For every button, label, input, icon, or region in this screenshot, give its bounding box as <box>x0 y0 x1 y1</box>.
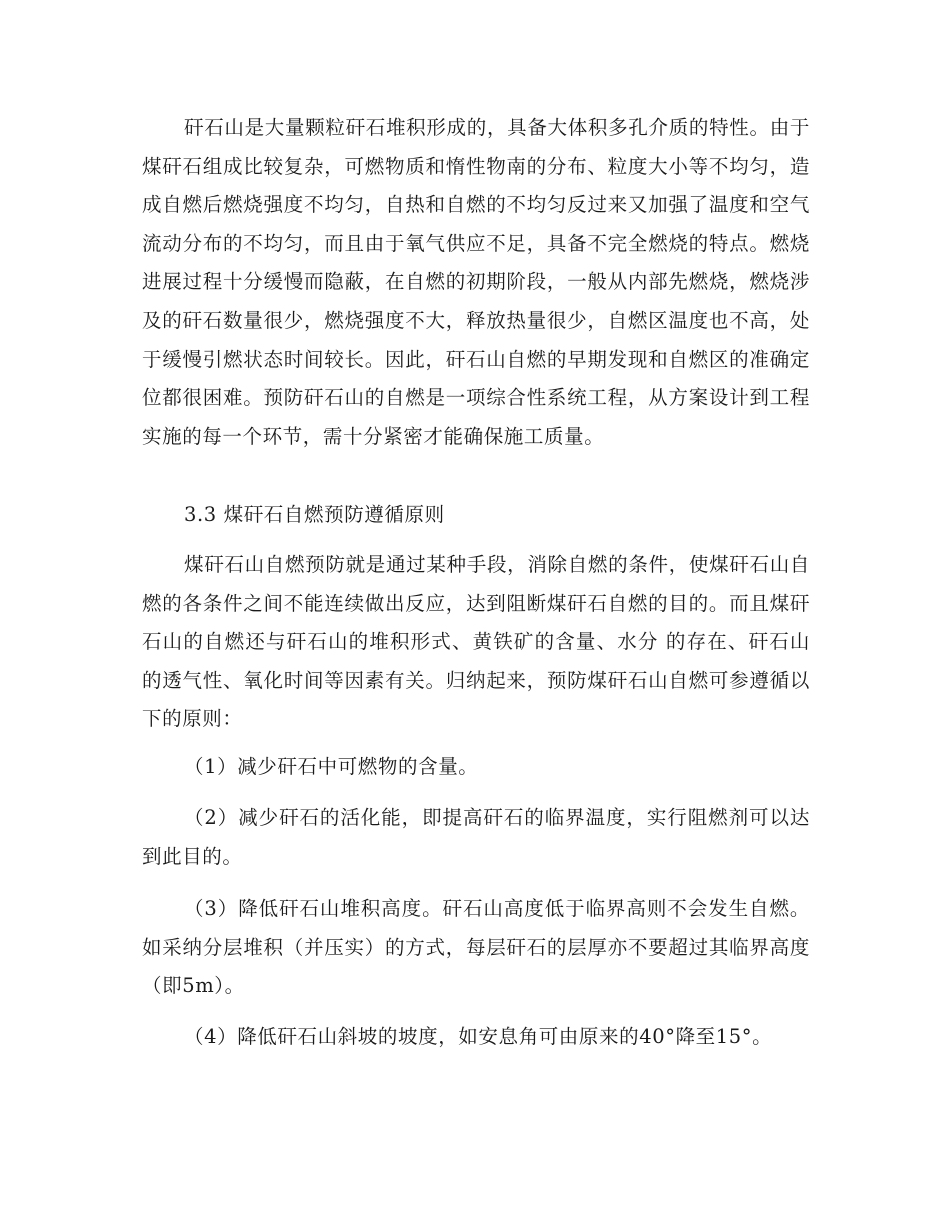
body-paragraph-gangue-properties: 矸石山是大量颗粒矸石堆积形成的，具备大体积多孔介质的特性。由于煤矸石组成比较复杂，可燃物质和惰性物南的分布、粒度大小等不均匀，造成自燃后燃烧强度不均匀，自热和自燃的不均匀反过来又加强了温度和空气流动分布的不均匀，而且由于氧气供应不足，具备不完全燃烧的特点。燃烧进展过程十分缓慢而隐蔽，在自燃的初期阶段，一般从内部先燃烧，燃烧涉及的矸石数量很少，燃烧强度不大，释放热量很少，自燃区温度也不高，处于缓慢引燃状态时间较长。因此，矸石山自燃的早期发现和自燃区的准确定位都很困难。预防矸石山的自燃是一项综合性系统工程，从方案设计到工程实施的每一个环节，需十分紧密才能确保施工质量。 <box>142 116 810 448</box>
body-paragraph-prevention-intro: 煤矸石山自燃预防就是通过某种手段，消除自燃的条件，使煤矸石山自燃的各条件之间不能连续做出反应，达到阻断煤矸石自燃的目的。而且煤矸石山的自燃还与矸石山的堆积形式、黄铁矿的含量、水分 的存在、矸石山的透气性、氧化时间等因素有关。归纳起来，预防煤矸石山自燃可参遵循以下的原则： <box>142 553 810 731</box>
principle-item: （1）减少矸石中可燃物的含量。 <box>184 755 479 778</box>
principle-item: （4）降低矸石山斜坡的坡度，如安息角可由原来的40°降至15°。 <box>184 1025 773 1048</box>
principle-item: （3）降低矸石山堆积高度。矸石山高度低于临界高则不会发生自燃。如采纳分层堆积（并压实）的方式，每层矸石的层厚亦不要超过其临界高度（即5m）。 <box>142 897 810 998</box>
section-heading: 3.3 煤矸石自燃预防遵循原则 <box>184 503 445 526</box>
principle-item: （2）减少矸石的活化能，即提高矸石的临界温度，实行阻燃剂可以达到此目的。 <box>142 806 810 868</box>
